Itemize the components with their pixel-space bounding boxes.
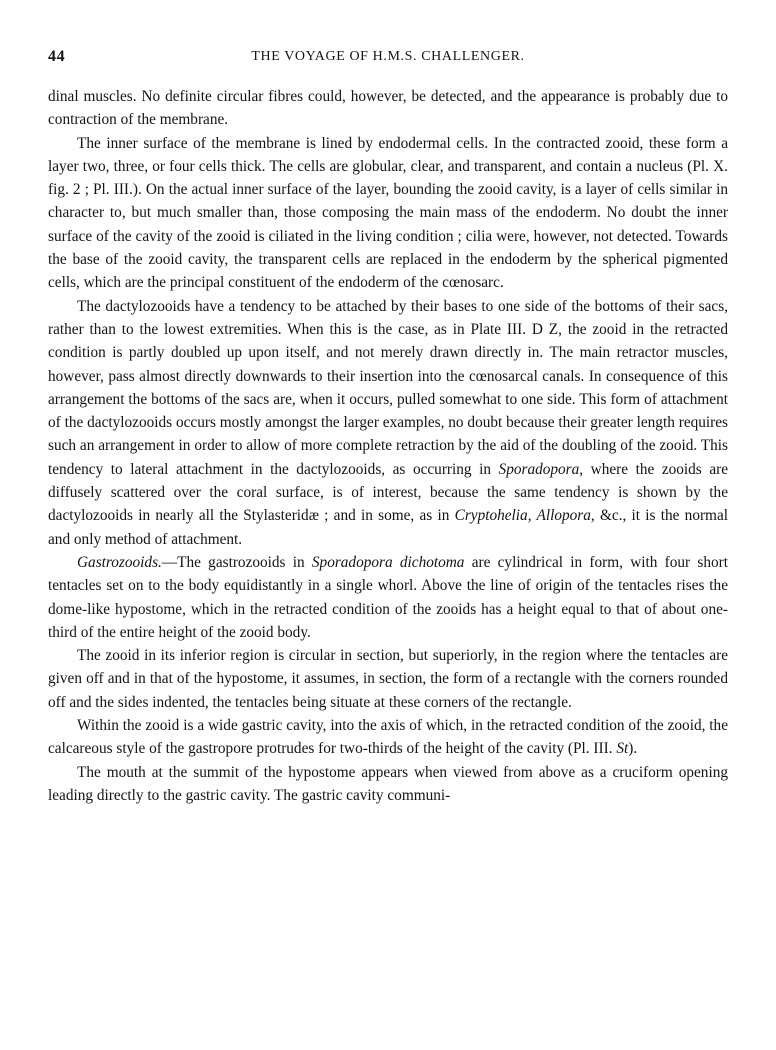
italic-text: St bbox=[616, 740, 629, 758]
page-header bbox=[48, 42, 728, 68]
page-number: 44 bbox=[48, 48, 66, 65]
paragraph bbox=[48, 295, 728, 551]
paragraph bbox=[48, 85, 728, 132]
document-page bbox=[48, 42, 728, 807]
text-run: are cylindrical in form, with four short tentacles set on to the body equidistantly in a single whorl. Above the line of origin of the tentacles rises the dome-like hypostome, which in the retracted condition of the zooids has a height equal to that of about one-third of the entire height of the zooid body. bbox=[48, 553, 728, 641]
paragraph bbox=[48, 644, 728, 714]
text-run: The mouth at the summit of the hypostome appears when viewed from above as a cruciform opening leading directly to the gastric cavity. The gastric cavity communi- bbox=[48, 763, 728, 804]
paragraph bbox=[48, 551, 728, 644]
text-run: , where the zooids are diffusely scattered over the coral surface, is of interest, because the same tendency is shown by the dactylozooids in nearly all the Stylasteridæ ; and in some, as in bbox=[48, 460, 728, 525]
italic-text: Sporadopora bbox=[498, 460, 580, 478]
italic-text: Gastrozooids. bbox=[77, 553, 162, 571]
paragraph bbox=[48, 132, 728, 295]
text-run: ). bbox=[628, 740, 638, 758]
paragraph bbox=[48, 714, 728, 761]
italic-text: Cryptohelia, Allopora, bbox=[454, 507, 595, 525]
text-run: Within the zooid is a wide gastric cavity, into the axis of which, in the retracted condition of the zooid, the calcareous style of the gastropore protrudes for two-thirds of the height of the cavity (Pl. III. bbox=[48, 717, 728, 758]
body-text bbox=[48, 85, 728, 807]
text-run: The inner surface of the membrane is lined by endodermal cells. In the contracted zooid, these form a layer two, three, or four cells thick. The cells are globular, clear, and transparent, and contain a nucleus (Pl. X. fig. 2 ; Pl. III.). On the actual inner surface of the layer, bounding the zooid cavity, is a layer of cells similar in character to, but much smaller than, those composing the main mass of the endoderm. No doubt the inner surface of the cavity of the zooid is ciliated in the living condition ; cilia were, however, not detected. Towards the base of the zooid cavity, the transparent cells are replaced in the endoderm by the spherical pigmented cells, which are the principal constituent of the endoderm of the cœnosarc. bbox=[48, 134, 728, 292]
running-title: THE VOYAGE OF H.M.S. CHALLENGER. bbox=[251, 49, 525, 64]
text-run: dinal muscles. No definite circular fibres could, however, be detected, and the appearance is probably due to contraction of the membrane. bbox=[48, 88, 728, 129]
italic-text: Sporadopora dichotoma bbox=[311, 553, 465, 571]
text-run: The dactylozooids have a tendency to be attached by their bases to one side of the bottoms of their sacs, rather than to the lowest extremities. When this is the case, as in Plate III. D Z, the zooid in the retracted condition is partly doubled up upon itself, and not merely drawn directly in. The main retractor muscles, however, pass almost directly downwards to their insertion into the cœnosarcal canals. In consequence of this arrangement the bottoms of the sacs are, when it occurs, pulled somewhat to one side. This form of attachment of the dactylozooids occurs mostly amongst the larger examples, no doubt because their greater length requires such an arrangement in order to allow of more complete retraction by the aid of the doubling of the zooid. This tendency to lateral attachment in the dactylozooids, as occurring in bbox=[48, 297, 728, 478]
text-run: &c., it is the normal and only method of attachment. bbox=[48, 507, 728, 548]
text-run: —The gastrozooids in bbox=[161, 553, 312, 571]
text-run: The zooid in its inferior region is circular in section, but superiorly, in the region where the tentacles are given off and in that of the hypostome, it assumes, in section, the form of a rectangle with the corners rounded off and the sides indented, the tentacles being situate at these corners of the rectangle. bbox=[48, 647, 728, 711]
paragraph bbox=[48, 761, 728, 808]
